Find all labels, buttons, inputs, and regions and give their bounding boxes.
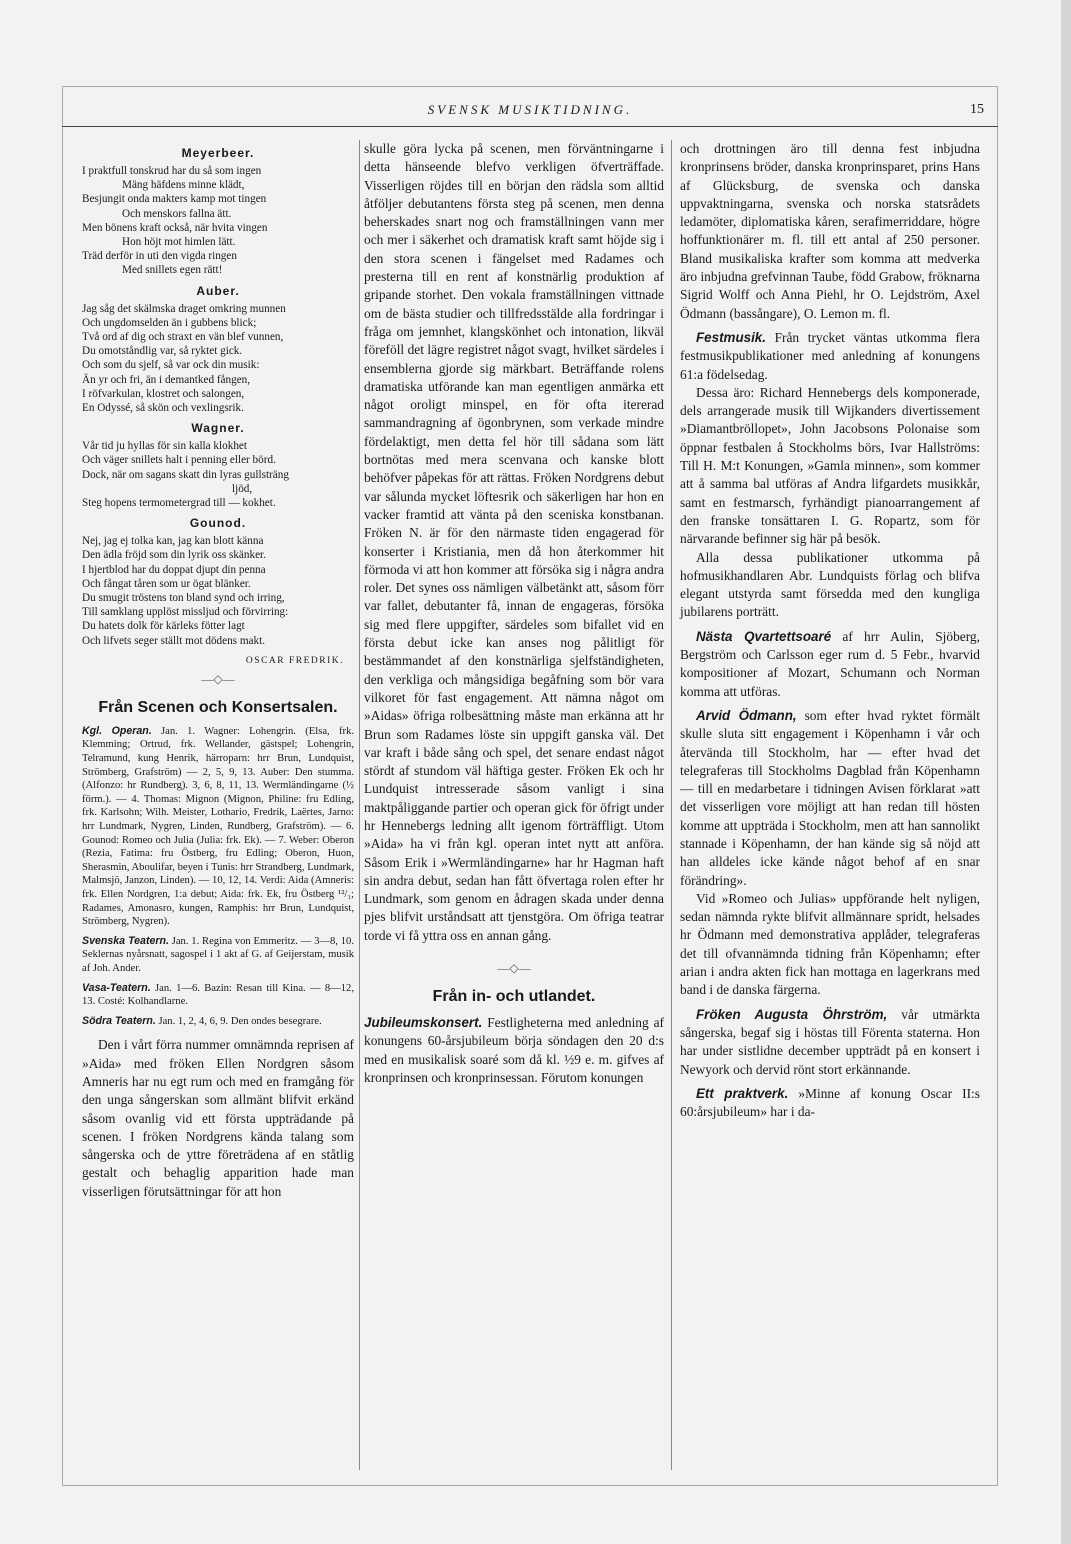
listing-text: Jan. 1. Wagner: Lohengrin. (Elsa, frk. Klemming; Ortrud, frk. Wellander, gästspel; Lohengrin, Telramund, kung Henrik, härroparn: hrr Brun, Lundquist, Strömberg, Grafström) — 2, 5, 9, 13. Auber: Den stumma. (Alfonzo: hr Rundberg). 3, 6, 8, 11, 13. Wermländingarne (½ förm.). — 4. Thomas: Mignon (Mignon, Philine: fru Edling, frk. Karlsohn; Wilh. Meister, Lothario, Fredrik, Laërtes, Jarno: hrr Lundmark, Nygren, Linden, Rundberg, Grafström). — 6. Gounod: Romeo och Julia (Julia: frk. Ek). — 7. Weber: Oberon (Rezia, Fatima: fru Östberg, fru Edling; Oberon, Huon, Sherasmin, Aboulifar, beyen i Tunis: hrr Strandberg, Lundmark, Malmsjö, Janzon, Linden). — 10, 12, 14. Verdi: Aida (Amneris: frk. Ellen Nordgren, 1:a debut; Aida: frk. Ek, fru Östberg ¹²/₁; Radames, Amonasro, kungen, Ramphis: hrr Brun, Lundquist, Strömberg, Nygren).: [82, 725, 355, 928]
stanza-wagner: [82, 421, 354, 510]
scan-edge: [1061, 0, 1071, 1544]
listing-entry: [82, 982, 354, 1009]
poem-line: Du smugit tröstens ton bland synd och irring,: [82, 592, 285, 605]
article-lead: Fröken Augusta Öhrström,: [696, 1006, 888, 1022]
poem-line: Steg hopens termometergrad till — kokhet.: [82, 497, 276, 510]
article-text: af hrr Aulin, Sjöberg, Bergström och Carlsson eger rum d. 5 Febr., hvarvid kompositioner af Mozart, Schumann och Norman komma att utföras.: [680, 628, 980, 699]
listing-lead: Kgl. Operan.: [82, 724, 152, 737]
article-lead: Festmusik.: [696, 329, 766, 345]
poem-line: I hjertblod har du doppat djupt din penna: [82, 563, 266, 576]
article-lead: Jubileumskonsert.: [364, 1015, 483, 1031]
stanza-gounod: [82, 516, 354, 648]
article-text: vår utmärkta sångerska, begaf sig i höstas till Förenta staterna. Hon har under sistlidne december uppträdt på en konsert i Newyork och dervid rönt stort erkännande.: [680, 1006, 980, 1077]
poem-line: Men bönens kraft också, när hvita vingen: [82, 221, 268, 234]
poem-line: Och menskors fallna ätt.: [122, 207, 232, 220]
article-lead: Arvid Ödmann,: [696, 707, 797, 723]
listing-text: Jan. 1, 2, 4, 6, 9. Den ondes besegrare.: [158, 1015, 322, 1027]
jubileum-continuation: och drottningen äro till denna fest inbjudna kronprinsens bröder, danska kronprinsparet, prins Hans af Glücksburg, de svenska och danska uppvaktningarna, svenska och norska statsrådets ledamöter, diplomatiska kåren, serafimerriddare, högre hoffunktionärer m. fl. till ett antal af 250 personer. Bland musikaliska krafter som komma att medverka äro inbjudna grefvinnan Taube, född Grabow, fröknarna Sigrid Wolff och Anna Piehl, hr O. Lejdström, Axel Ödmann (bassångare), O. Lemon m. fl.: [680, 141, 980, 321]
poem-line: En Odyssé, så skön och vexlingsrik.: [82, 402, 244, 415]
poem-line: Jag såg det skälmska draget omkring munnen: [82, 302, 286, 315]
aida-review-paragraph: Den i vårt förra nummer omnämnda reprisen af »Aida» med fröken Ellen Nordgren såsom Amneris har nu egt rum och med en framgång för den unga sångerskan som allmänt blifvit erkänd såsom ovanlig vid ett första uppträdande på scenen. I fröken Nordgrens kända talang som sångerska och de yttre företrädena af en ståtlig gestalt och behaglig apparition hade man visserligen förutsättningar för att hon: [82, 1037, 354, 1199]
poem-line: I röfvarkulan, klostret och salongen,: [82, 387, 245, 400]
poem: [82, 146, 354, 666]
poem-line: Två ord af dig och straxt en vän blef vunnen,: [82, 331, 284, 344]
poem-line: Med snillets egen rätt!: [122, 264, 223, 277]
kvartett-paragraph: [680, 628, 980, 701]
ornament-divider: —◇—: [497, 961, 531, 976]
column-2: [364, 140, 664, 1087]
section-title-scenen: Från Scenen och Konsertsalen.: [98, 698, 338, 716]
listing-lead: Södra Teatern.: [82, 1014, 156, 1027]
section-title-utland: Från in- och utlandet.: [432, 988, 596, 1006]
dessa-paragraph: Dessa äro: Richard Hennebergs dels komponerade, dels arrangerade musik till Wijkanders divertissement »Diamantbröllopet», John Jacobsons Polonaise som öppnar festbalen å Stockholms börs, Ivar Hallströms: Till H. M:t Konungen, »Gamla minnen», som kommer att å samma bal utföras af Andra lifgardets musikkår, samt en festmarsch, fyrhändigt pianoarrangement af den franske tonsättaren I. G. Ropartz, som för närvarande befinner sig här på besök.: [680, 384, 980, 547]
poem-line: Nej, jag ej tolka kan, jag kan blott känna: [82, 535, 264, 548]
stanza-auber: [82, 284, 354, 416]
listing-entry: [82, 725, 354, 929]
praktverk-paragraph: [680, 1085, 980, 1122]
poem-line: ljöd,: [232, 482, 253, 495]
listing-entry: [82, 1015, 354, 1029]
article-text: »Minne af konung Oscar II:s 60:årsjubileum» har i da-: [680, 1085, 980, 1120]
listing-text: Jan. 1. Regina von Emmeritz. — 3—8, 10. Seklernas nyårsnatt, sagospel i 1 akt af G. af Geijerstam, musik af Joh. Ander.: [82, 935, 354, 974]
alla-paragraph: Alla dessa publikationer utkomma på hofmusikhandlaren Abr. Lundquists förlag och blifva elegant utstyrda samt försedda med den kungliga jubilarens porträtt.: [680, 549, 980, 620]
poem-signature: OSCAR FREDRIK.: [245, 655, 344, 666]
column-1: [82, 140, 354, 1201]
article-lead: Ett praktverk.: [696, 1085, 789, 1101]
festmusik-paragraph: [680, 329, 980, 384]
article-text: som efter hvad ryktet förmält skulle sluta sitt engagement i Köpenhamn i vår och återvända till Stockholm, har — efter hvad det telegraferas till Stockholms Dagblad från Köpenhamn — till en medarbetare i tidningen Avisen förklarat »att det visserligen vore möjligt att han redan till hösten komme att uppträda i Stockholm, men att han sannolikt stannade i Köpenhamn, der han kände sig så nöjd att han alldeles icke kände något behof af en snar förändring».: [680, 707, 980, 888]
listing-entry: [82, 935, 354, 976]
article-text: Festligheterna med anledning af konungens 60-årsjubileum börja söndagen den 20 d:s med en musikalisk soaré som då kl. ½9 e. m. gifves af kronprinsen och kronprinsessan. Förutom konungen: [364, 1015, 664, 1085]
listing-lead: Vasa-Teatern.: [82, 981, 151, 994]
poem-line: Och fångat tåren som ur ögat blänker.: [82, 577, 251, 590]
listing-lead: Svenska Teatern.: [82, 934, 169, 947]
page-number: 15: [970, 102, 984, 117]
poem-line: Du hatets dolk för kärleks fötter lagt: [82, 620, 245, 633]
aida-review-continuation: skulle göra lycka på scenen, men förväntningarne i detta hänseende blefvo verkligen öfverträffade. Visserligen röjdes till en början den rädsla som alltid åtföljer debutantens första steg på scenen, men denna beherskades snart nog och framställningen vann mer och mer i säkerhet och dramatisk kraft samt höjde sig i den stora scenen i fängelset med Radames och presterna till en rent af konstnärlig produktion af gripande storhet. Den vokala framställningen vittnade om de bästa studier och tillfredsstälde alla fordringar i fråga om jemnhet, klangskönhet och intonation, likväl föreföll det lägre registret något svagt, hvilket särdeles i ensemblerna gjorde sig märkbart. Beträffande rolens dramatiska utförande kan man egentligen anmärka ett något oroligt minspel, en för ofta itererad sammandragning af ögonbrynen, som verkade mindre fördelaktigt, men detta fel hör till sådana som lätt bortnötas med mera scenvana och kanske blott behöfver påpekas för att rättas. Fröken Nordgrens debut var sålunda mycket löftesrik och säkerligen har hon en vacker framtid att vänta på den sceniska konstbanan. Fröken N. är för den närmaste tiden engagerad för konserter i Kristiania, men då hon återkommer hit förmoda vi att hon kommer att försöka sig i några andra roler. Det synes oss nämligen välbetänkt att, såsom förr var fallet, debutanter få, innan de engageras, försöka sig med flere uppgifter, särdeles som bifallet vid en första debut icke kan anses nog pålitligt för bestämmandet af den konstnärliga sjelfständigheten, den verkliga och mångsidiga begåfning som bör vara vilkoret för fast engagement. Att nämna något om »Aidas» öfriga rolbesättning måste man erkänna att hr Brun som Radames löste sin uppgift ganska väl. Det var kraft i både sång och spel, det senare endast något stördt af stundom väl häftiga gester. Fröken Ek och hr Lundquist intresserade såsom vanligt i sina maktpåliggande partier och operan gick för öfrigt under hr Hennebergs ledning allt igenom förträffligt. Utom »Aida» ha vi från kgl. operan intet nytt att anföra. Såsom Erik i »Wermländingarne» har hr Hagman haft sin andra debut, sedan han fått öfvertaga rolen efter hr Lundmark, som genom en ådragen skada under denna pjes blifvit urståndsatt att tjenstgöra. Om öfriga teatrar torde vi få yttra oss en annan gång.: [364, 141, 664, 943]
poem-line: Och som du sjelf, så var ock din musik:: [82, 359, 260, 372]
poem-line: Träd derför in uti den vigda ringen: [82, 250, 237, 263]
romeo-paragraph: Vid »Romeo och Julias» uppförande helt nyligen, sedan nämnda rykte blifvit allmännare spridt, helsades hr Ödmann med demonstrativa applåder, telegraferas det till ofvannämnda tidning från Köpenhamn; efter arian i andra akten fick han mottaga en lagerkrans med band i de danska färgerna.: [680, 890, 980, 998]
stanza-title: Gounod.: [189, 516, 247, 531]
odmann-paragraph: [680, 707, 980, 890]
poem-line: Till samklang upplöst missljud och förvirring:: [82, 606, 289, 619]
journal-title: SVENSK MUSIKTIDNING.: [427, 102, 633, 117]
column-3: [680, 140, 980, 1121]
poem-line: Du omotståndlig var, så ryktet gick.: [82, 345, 243, 358]
jubileum-paragraph: [364, 1014, 664, 1087]
poem-line: Vår tid ju hyllas för sin kalla klokhet: [82, 440, 247, 453]
stanza-title: Auber.: [196, 283, 240, 298]
listing-text: Jan. 1—6. Bazin: Resan till Kina. — 8—12, 13. Costé: Kolhandlarne.: [82, 982, 354, 1008]
poem-line: Mäng häfdens minne klädt,: [122, 179, 245, 192]
running-header: [62, 100, 998, 127]
stanza-title: Wagner.: [191, 421, 245, 436]
poem-line: Besjungit onda makters kamp mot tingen: [82, 193, 267, 206]
poem-line: Dock, när om sagans skatt din lyras gullsträng: [82, 468, 289, 481]
poem-line: Än yr och fri, än i demantked fången,: [82, 373, 251, 386]
poem-line: Och lifvets seger ställt mot dödens makt.: [82, 634, 266, 647]
poem-line: Och ungdomselden än i gubbens blick;: [82, 316, 257, 329]
column-rule: [671, 140, 672, 1470]
stanza-title: Meyerbeer.: [181, 146, 255, 160]
poem-line: Och väger snillets halt i penning eller börd.: [82, 454, 276, 467]
poem-line: Hon höjt mot himlen lätt.: [122, 236, 236, 249]
article-text: Från trycket väntas utkomma flera festmusikpublikationer med anledning af konungens 61:a födelsedag.: [680, 329, 980, 382]
poem-line: Den ädla fröjd som din lyrik oss skänker.: [82, 549, 266, 562]
ornament-divider: —◇—: [201, 671, 235, 686]
stanza-meyerbeer: [82, 146, 354, 278]
ohrstrom-paragraph: [680, 1006, 980, 1079]
article-lead: Nästa Qvartettsoaré: [696, 628, 832, 644]
column-rule: [359, 140, 360, 1470]
poem-line: I praktfull tonskrud har du så som ingen: [82, 165, 262, 177]
